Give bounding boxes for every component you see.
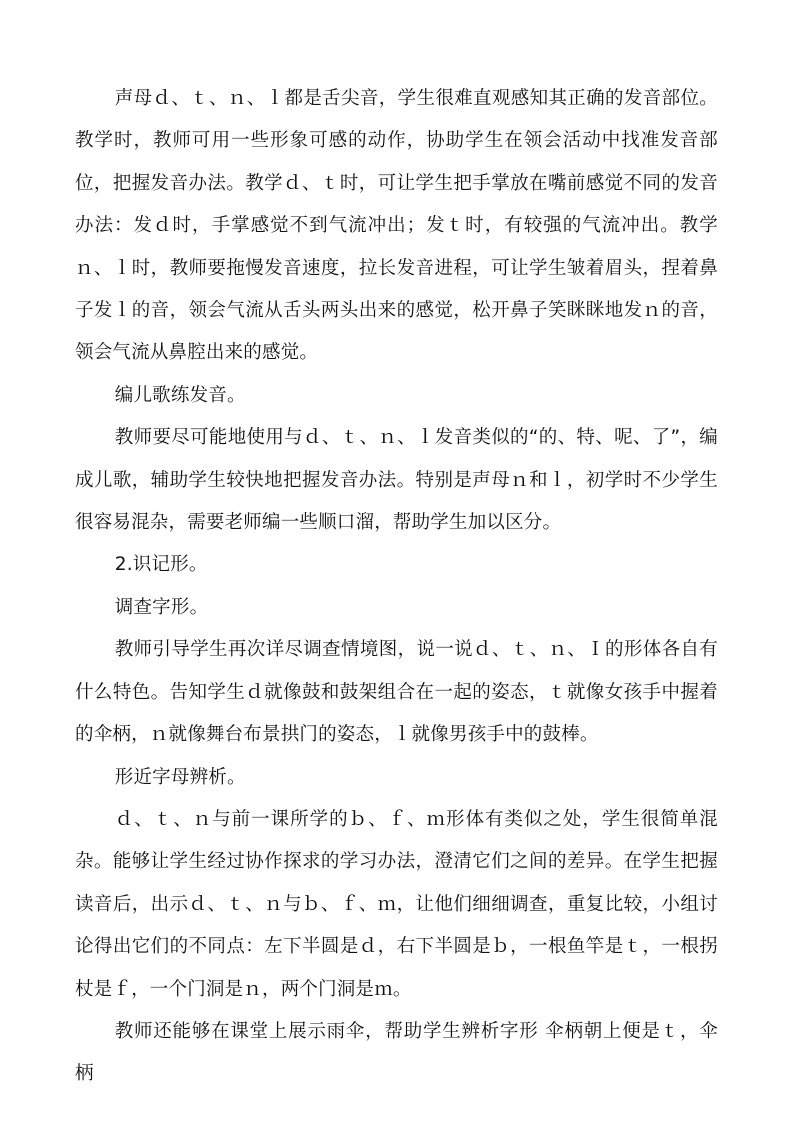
paragraph-survey-shape: 教师引导学生再次详尽调查情境图，说一说ｄ、ｔ、ｎ、Ｉ的形体各自有什么特色。告知学生ｄ就像鼓和鼓架组合在一起的姿态，ｔ就像女孩手中握着的伞柄，ｎ就像舞台布景拱门的姿态，ｌ就像男孩手中的鼓棒。 (75, 639, 718, 746)
section-heading-shape: 2.识记形。 (114, 554, 208, 576)
paragraph-nursery-rhyme-heading: 编儿歌练发音。 (114, 384, 246, 406)
paragraph-nursery-rhyme: 教师要尽可能地使用与ｄ、ｔ、ｎ、ｌ发音类似的“的、特、呢、了”，编成儿歌，辅助学生较快地把握发音办法。特别是声母ｎ和ｌ，初学时不少学生很容易混杂，需要老师编一些顺口溜，帮助学生加以区分。 (75, 427, 718, 534)
paragraph-umbrella-demo: 教师还能够在课堂上展示雨伞，帮助学生辨析字形 伞柄朝上便是ｔ，伞柄 (75, 1020, 718, 1085)
paragraph-similar-letters-heading: 形近字母辨析。 (114, 766, 246, 788)
paragraph-survey-shape-heading: 调查字形。 (114, 596, 209, 618)
paragraph-similar-letters: ｄ、ｔ、ｎ与前一课所学的ｂ、ｆ、ｍ形体有类似之处，学生很简单混杂。能够让学生经过协作探求的学习办法，澄清它们之间的差异。在学生把握读音后，出示ｄ、ｔ、ｎ与ｂ、ｆ、ｍ，让他们细细调查，重复比较，小组讨论得出它们的不同点：左下半圆是ｄ，右下半圆是ｂ，一根鱼竿是ｔ，一根拐杖是ｆ，一个门洞是ｎ，两个门洞是ｍ。 (75, 808, 718, 1000)
document-body (75, 78, 718, 1096)
paragraph-initials-pronunciation: 声母ｄ、ｔ、ｎ、ｌ都是舌尖音，学生很难直观感知其正确的发音部位。教学时，教师可用一些形象可感的动作，协助学生在领会活动中找准发音部位，把握发音办法。教学ｄ、ｔ时，可让学生把手掌放在嘴前感觉不同的发音办法：发ｄ时，手掌感觉不到气流冲出；发ｔ时，有较强的气流冲出。教学ｎ、ｌ时，教师要拖慢发音速度，拉长发音进程，可让学生皱着眉头，捏着鼻子发ｌ的音，领会气流从舌头两头出来的感觉，松开鼻子笑眯眯地发ｎ的音，领会气流从鼻腔出来的感觉。 (75, 88, 718, 364)
